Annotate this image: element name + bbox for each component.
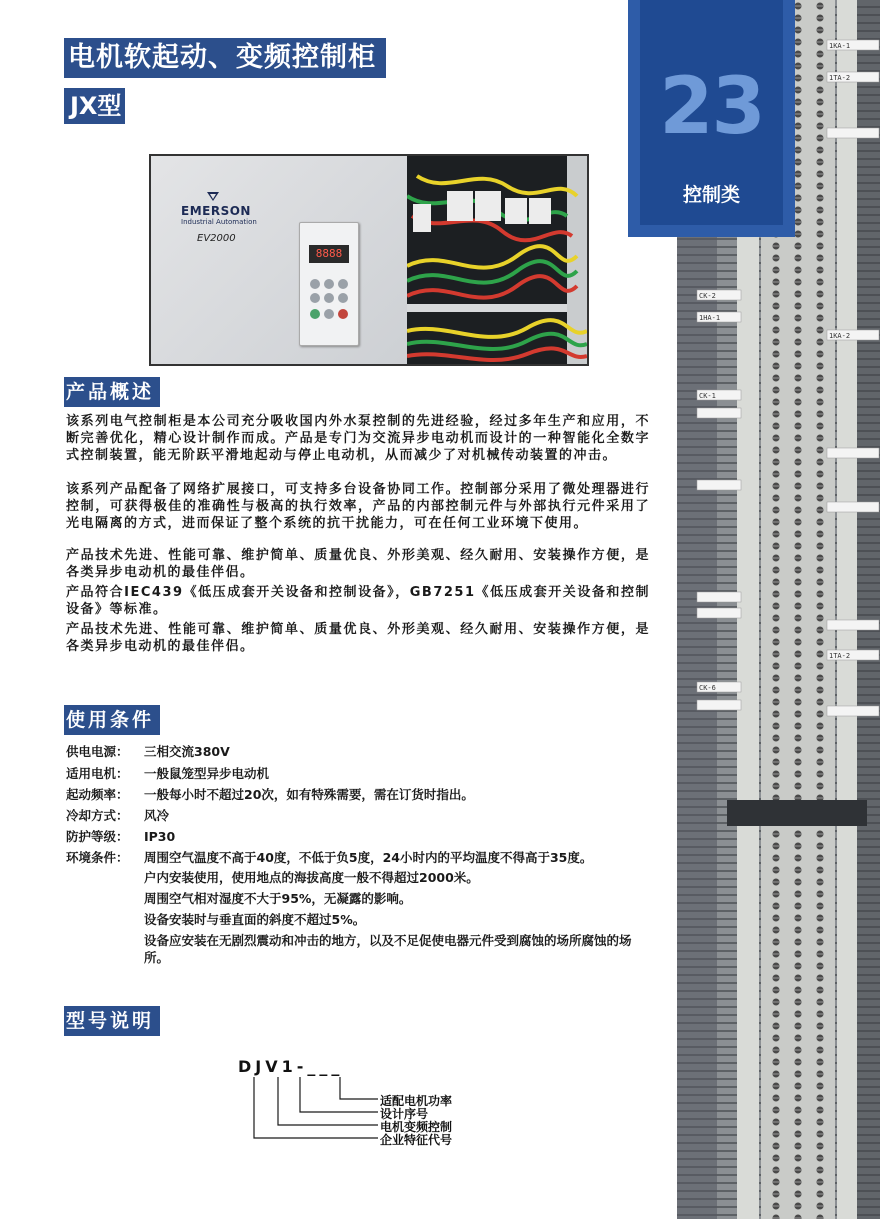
overview-paragraph-5: 产品技术先进、性能可靠、维护简单、质量优良、外形美观、经久耐用、安装操作方便，是各类异步电动机的最佳伴侣。	[66, 622, 650, 654]
overview-heading: 产品概述	[64, 377, 160, 407]
brand-name: EMERSON	[181, 204, 251, 218]
cabinet-door	[151, 156, 407, 364]
condition-value: 三相交流380V	[144, 744, 230, 759]
model-heading: 型号说明	[64, 1006, 160, 1036]
product-photo	[149, 154, 589, 366]
model-label: 设计序号	[380, 1107, 429, 1121]
keypad-key	[310, 279, 320, 289]
condition-row	[66, 785, 474, 803]
condition-value: 一般鼠笼型异步电动机	[144, 766, 270, 781]
overview-paragraph-3: 产品技术先进、性能可靠、维护简单、质量优良、外形美观、经久耐用、安装操作方便，是各类异步电动机的最佳伴侣。	[66, 548, 650, 580]
keypad-key	[324, 309, 334, 319]
model-code: DJV1-___	[238, 1057, 344, 1076]
condition-row	[66, 827, 175, 845]
overview-paragraph-4: 产品符合IEC439《低压成套开关设备和控制设备》，GB7251《低压成套开关设备和控制设备》等标准。	[66, 585, 650, 617]
strip-label: 1TA-2	[829, 74, 851, 82]
drive-model: EV2000	[197, 233, 236, 244]
overview-paragraph-2: 该系列产品配备了网络扩展接口，可支持多台设备协同工作。控制部分采用了微处理器进行控制，可获得极佳的准确性与极高的执行效率，产品的内部控制元件与外部执行元件采用了光电隔离的方式，进而保证了整个系统的抗干扰能力，可在任何工业环境下使用。	[66, 482, 650, 531]
emerson-logo-icon	[206, 190, 220, 202]
cabinet-interior	[407, 156, 587, 364]
overview-paragraph-1: 该系列电气控制柜是本公司充分吸收国内外水泵控制的先进经验，经过多年生产和应用，不断完善优化，精心设计制作而成。产品是专门为交流异步电动机而设计的一种智能化全数字式控制装置，能无阶跃平滑地起动与停止电动机，从而减少了对机械传动装置的冲击。	[66, 414, 650, 463]
condition-label: 冷却方式：	[66, 808, 129, 823]
category-label: 控制类	[682, 184, 740, 206]
stop-key	[338, 309, 348, 319]
condition-row	[66, 764, 269, 782]
condition-continuation: 设备应安装在无剧烈震动和冲击的地方，以及不足促使电器元件受到腐蚀的场所腐蚀的场所。	[144, 933, 632, 965]
run-key	[310, 309, 320, 319]
strip-label: 1TA-2	[829, 652, 851, 660]
condition-value: 一般每小时不超过20次，如有特殊需要，需在订货时指出。	[144, 787, 474, 802]
keypad-key	[338, 293, 348, 303]
page-number: 23	[659, 62, 764, 152]
condition-label: 环境条件：	[66, 850, 129, 865]
keypad-key	[338, 279, 348, 289]
condition-label: 适用电机：	[66, 766, 129, 781]
page-title: 电机软起动、变频控制柜	[64, 38, 386, 78]
condition-label: 供电电源：	[66, 744, 129, 759]
keypad-key	[324, 293, 334, 303]
keypad-display: 8888	[309, 245, 349, 263]
drive-keypad	[299, 222, 359, 346]
model-label: 企业特征代号	[380, 1133, 453, 1147]
condition-value: 风冷	[144, 808, 170, 823]
strip-label: CK-6	[699, 684, 716, 692]
conditions-heading: 使用条件	[64, 705, 160, 735]
keypad-key	[310, 293, 320, 303]
condition-row	[66, 742, 230, 760]
brand-subtitle: Industrial Automation	[181, 218, 257, 226]
category-badge	[628, 0, 795, 237]
strip-label: 1KA-1	[829, 42, 851, 50]
condition-row	[66, 848, 592, 866]
condition-value: IP30	[144, 829, 176, 844]
condition-continuation: 户内安装使用，使用地点的海拔高度一般不得超过2000米。	[144, 870, 479, 885]
wiring-illustration	[407, 156, 587, 364]
strip-label: 1KA-2	[829, 332, 851, 340]
keypad-key	[324, 279, 334, 289]
strip-label: 1HA-1	[699, 314, 721, 322]
condition-continuation: 周围空气相对湿度不大于95%，无凝露的影响。	[144, 891, 412, 906]
condition-row	[66, 806, 169, 824]
strip-label: CK-2	[699, 292, 716, 300]
model-label: 电机变频控制	[380, 1120, 453, 1134]
condition-continuation: 设备安装时与垂直面的斜度不超过5%。	[144, 912, 366, 927]
strip-label: CK-1	[699, 392, 716, 400]
page-subtitle: JX型	[64, 88, 125, 124]
condition-value: 周围空气温度不高于40度，不低于负5度，24小时内的平均温度不得高于35度。	[144, 850, 593, 865]
model-label: 适配电机功率	[380, 1094, 453, 1108]
condition-label: 防护等级：	[66, 829, 129, 844]
model-bracket-lines	[240, 1075, 380, 1145]
condition-label: 起动频率：	[66, 787, 129, 802]
